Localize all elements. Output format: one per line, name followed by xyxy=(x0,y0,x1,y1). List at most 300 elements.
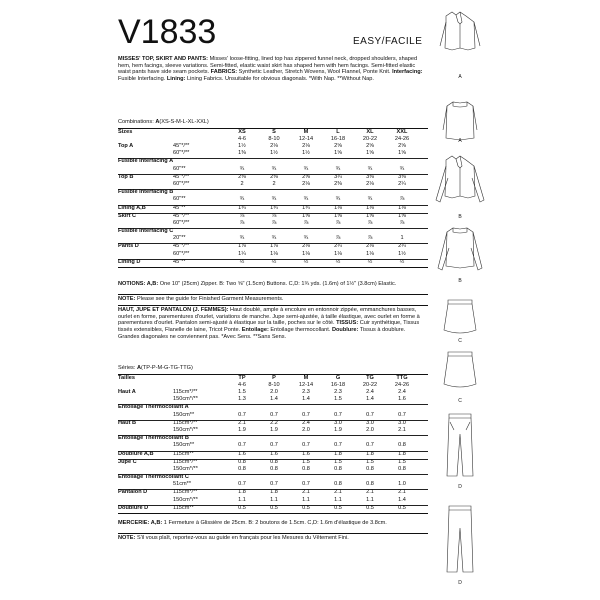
yardage-value: 2.0 xyxy=(366,426,374,433)
yardage-value: 3⅜ xyxy=(398,173,406,180)
yardage-value: 1¾ xyxy=(238,204,246,211)
french-note-text: S'il vous plaît, reportez-vous au guide en français pour les Mesures du Vêtement Fini. xyxy=(136,535,349,541)
english-combinations-sizes: (XS-S-M-L-XL-XXL) xyxy=(159,119,209,125)
yardage-value: 1.8 xyxy=(238,489,246,496)
french-lining-text: Tissus à doublure. Grandes diagonales ne conviennent pas. *Avec Sens. **Sans Sens. xyxy=(118,327,406,340)
table-row xyxy=(118,452,428,459)
french-fabrics-label: TISSUS: xyxy=(336,320,359,327)
yardage-value: ¾ xyxy=(335,165,341,172)
yardage-value: 1⅛ xyxy=(366,204,374,211)
yardage-value: 2.1 xyxy=(334,489,342,496)
yardage-value: 0.7 xyxy=(238,481,246,488)
yardage-value: 1⅝ xyxy=(366,212,374,219)
sketch-view-label: D xyxy=(458,580,462,586)
fabric-width: 115cm*/** xyxy=(173,419,198,426)
yardage-value: 1½ xyxy=(270,150,278,157)
english-lining-text: Lining Fabrics. Unsuitable for obvious diagonals. *With Nap. **Without Nap. xyxy=(187,76,374,83)
yardage-value: 0.5 xyxy=(366,504,374,511)
english-description-title: MISSES' TOP, SKIRT AND PANTS: xyxy=(118,56,209,62)
yardage-value: 0.7 xyxy=(270,442,278,449)
yardage-value: 1.1 xyxy=(302,496,310,503)
english-notions-label: NOTIONS: A,B: xyxy=(118,281,159,287)
english-note-label: NOTE: xyxy=(118,296,136,302)
yardage-value: 2.3 xyxy=(302,389,310,395)
french-description xyxy=(118,305,428,341)
yardage-value: 2.1 xyxy=(302,489,310,496)
yardage-value: 2¼ xyxy=(334,243,342,250)
fabric-width: 60"*/** xyxy=(173,150,190,157)
yardage-value: 0.5 xyxy=(302,504,310,511)
yardage-value: 2⅛ xyxy=(366,243,374,250)
french-note xyxy=(118,533,428,542)
yardage-value: ⅞ xyxy=(271,212,277,219)
yardage-value: 2.1 xyxy=(238,419,246,426)
yardage-value: 1¼ xyxy=(238,250,246,257)
fabric-width: 60"** xyxy=(173,196,186,203)
table-row xyxy=(118,260,428,267)
yardage-value: ⅞ xyxy=(367,219,373,226)
yardage-value: 0.7 xyxy=(302,411,310,418)
row-label: Top B xyxy=(118,173,134,180)
skirt-c-front-sketch xyxy=(444,300,476,333)
french-series-label: Séries: xyxy=(118,365,137,371)
yardage-value: 1.1 xyxy=(238,496,246,503)
yardage-value: 1.6 xyxy=(398,396,406,403)
yardage-value: 2 xyxy=(240,180,244,187)
english-fabrics-label: FABRICS: xyxy=(210,69,238,76)
yardage-value: 1½ xyxy=(238,143,246,149)
french-note-label: NOTE: xyxy=(118,535,136,541)
pants-d-front-sketch xyxy=(447,414,473,476)
english-size-range: 16-18 xyxy=(330,136,346,142)
row-label: Lining D xyxy=(118,258,141,265)
yardage-value: 1⅛ xyxy=(302,250,310,257)
french-series-code: A xyxy=(136,365,142,371)
french-notions xyxy=(118,520,428,527)
row-label: Lining A,B xyxy=(118,204,146,211)
yardage-value: 0.8 xyxy=(398,442,406,449)
yardage-value: 1.4 xyxy=(270,396,278,403)
table-row xyxy=(118,221,428,228)
sketch-view-label: C xyxy=(458,398,462,404)
yardage-value: 0.8 xyxy=(302,465,310,472)
row-label: Doublure D xyxy=(118,504,149,511)
table-row xyxy=(118,182,428,189)
table-row xyxy=(118,397,428,404)
yardage-value: 1⅝ xyxy=(334,212,342,219)
yardage-value: 2¼ xyxy=(398,243,406,250)
yardage-value: 1⅝ xyxy=(398,212,406,219)
yardage-value: 2⅝ xyxy=(302,173,310,180)
top-a-front-sketch xyxy=(440,12,480,50)
sketch-view-label: B xyxy=(458,214,462,220)
row-label: Jupe C xyxy=(118,458,137,465)
yardage-value: 0.7 xyxy=(302,442,310,449)
yardage-value: 1.5 xyxy=(238,389,246,395)
yardage-value: ¾ xyxy=(399,165,405,172)
english-combinations-line xyxy=(118,120,428,128)
yardage-value: ½ xyxy=(335,258,341,265)
english-size-code: XS xyxy=(238,129,246,135)
french-size-code: TTG xyxy=(396,375,408,381)
yardage-value: 1.8 xyxy=(270,489,278,496)
yardage-value: 2.0 xyxy=(302,426,310,433)
yardage-value: 1.4 xyxy=(398,496,406,503)
yardage-value: 2⅝ xyxy=(398,143,406,149)
english-interfacing-text: Fusible Interfacing. xyxy=(118,76,166,83)
french-series-line xyxy=(118,366,428,374)
top-b-front-sketch xyxy=(436,156,484,202)
difficulty-label: EASY/FACILE xyxy=(353,36,423,47)
fabric-width: 20"** xyxy=(173,235,186,242)
yardage-value: 0.7 xyxy=(238,442,246,449)
yardage-value: 2.4 xyxy=(302,419,310,426)
pattern-number: V1833 xyxy=(118,13,217,51)
sketch-view-label: C xyxy=(458,338,462,344)
yardage-value: ¾ xyxy=(271,165,277,172)
yardage-value: 2.4 xyxy=(398,389,406,395)
yardage-value: 1.8 xyxy=(398,450,406,457)
table-row xyxy=(118,236,428,243)
french-interfacing-text: Entoilage thermocollant. xyxy=(270,327,331,334)
yardage-value: ½ xyxy=(399,258,405,265)
yardage-value: 1.9 xyxy=(238,426,246,433)
fabric-width: 60"*/** xyxy=(173,250,190,257)
yardage-value: 1¾ xyxy=(270,204,278,211)
french-size-range: 16-18 xyxy=(330,382,346,388)
sketch-view-label: A xyxy=(458,138,462,144)
yardage-value: 3⅜ xyxy=(366,173,374,180)
yardage-value: 1⅝ xyxy=(366,150,374,157)
yardage-value: 0.7 xyxy=(302,481,310,488)
yardage-value: ⅞ xyxy=(271,219,277,226)
yardage-value: ¾ xyxy=(239,196,245,203)
yardage-value: 1.5 xyxy=(366,458,374,465)
yardage-value: 3.0 xyxy=(334,419,342,426)
table-row xyxy=(118,498,428,505)
row-label: Fusible Interfacing B xyxy=(118,189,174,196)
top-b-back-sketch xyxy=(438,228,482,270)
yardage-value: 1.1 xyxy=(334,496,342,503)
yardage-value: 1½ xyxy=(302,150,310,157)
yardage-value: ¾ xyxy=(367,196,373,203)
yardage-value: 1 xyxy=(400,235,404,242)
yardage-value: 2⅛ xyxy=(302,243,310,250)
yardage-value: 0.8 xyxy=(398,465,406,472)
english-notions xyxy=(118,281,428,288)
yardage-value: 0.5 xyxy=(398,504,406,511)
table-row xyxy=(118,482,428,489)
yardage-value: 0.7 xyxy=(238,411,246,418)
fabric-width: 45"*/** xyxy=(173,143,190,149)
yardage-value: 2.0 xyxy=(270,389,278,395)
yardage-value: 1⅜ xyxy=(238,150,246,157)
english-notions-text: One 10" (25cm) Zipper. B: Two ⅝" (1.5cm) Buttons. C,D: 1¾ yds. (1.6m) of 1½" (3.8cm) Elastic. xyxy=(159,281,397,287)
english-size-code: XXL xyxy=(396,129,408,135)
english-fabrics-text: Synthetic Leather, Stretch Wovens, Wool Flannel, Ponte Knit. xyxy=(238,69,391,76)
english-description xyxy=(118,56,428,83)
french-size-range: 8-10 xyxy=(268,382,280,388)
yardage-value: 1⅛ xyxy=(270,250,278,257)
row-label: Entoilage Thermocollant B xyxy=(118,435,189,442)
fabric-width: 45"*/** xyxy=(173,243,190,250)
row-label: Pants D xyxy=(118,243,139,250)
french-size-range: 24-26 xyxy=(394,382,410,388)
yardage-value: 1.8 xyxy=(334,450,342,457)
french-yardage-table xyxy=(118,366,428,514)
fabric-width: 150cm*/** xyxy=(173,426,198,433)
table-row xyxy=(118,413,428,420)
fabric-width: 60"** xyxy=(173,165,186,172)
yardage-value: ½ xyxy=(271,258,277,265)
yardage-value: 1½ xyxy=(398,250,406,257)
english-size-code: S xyxy=(272,129,276,135)
table-row xyxy=(118,197,428,204)
english-size-range: 12-14 xyxy=(298,136,314,142)
yardage-value: ½ xyxy=(367,258,373,265)
english-combinations-code: A xyxy=(155,119,160,125)
fabric-width: 45"** xyxy=(173,258,186,265)
yardage-value: ¾ xyxy=(239,235,245,242)
fabric-width: 51cm** xyxy=(173,481,192,488)
yardage-value: 3¼ xyxy=(334,173,342,180)
sketch-view-label: D xyxy=(458,484,462,490)
yardage-value: 1.6 xyxy=(238,450,246,457)
top-a-back-sketch xyxy=(443,102,477,140)
yardage-value: ¾ xyxy=(271,196,277,203)
row-label: Top A xyxy=(118,143,134,149)
fabric-width: 45"*/** xyxy=(173,173,190,180)
fabric-width: 115cm** xyxy=(173,504,194,511)
yardage-value: ½ xyxy=(239,258,245,265)
yardage-value: 1.0 xyxy=(398,481,406,488)
fabric-width: 60"*/** xyxy=(173,219,190,226)
english-size-range: 4-6 xyxy=(237,136,247,142)
yardage-value: 2⅛ xyxy=(302,180,310,187)
yardage-value: 2 xyxy=(272,180,276,187)
yardage-value: ⅞ xyxy=(399,196,405,203)
yardage-value: ⅞ xyxy=(239,219,245,226)
yardage-value: 0.8 xyxy=(334,481,342,488)
english-size-code: M xyxy=(303,129,309,135)
fabric-width: 150cm*/** xyxy=(173,496,198,503)
table-row xyxy=(118,506,428,513)
english-size-code: L xyxy=(336,129,340,135)
yardage-value: 1⅛ xyxy=(366,250,374,257)
yardage-value: 1⅞ xyxy=(238,243,246,250)
yardage-value: 1.4 xyxy=(366,396,374,403)
french-description-text: Haut doublé, ample à encolure en entonnoir zippée, emmanchures basses, ourlet en forme, parementures d'ourlet, variations de manche. Jupe semi-ajustée, à taille élastique, avec ourlet en forme à parementures d'ourlet. Pantalon semi-ajusté à élastique sur la taille, poches sur le côté. xyxy=(118,307,420,327)
fabric-width: 150cm** xyxy=(173,411,195,418)
english-size-code: XL xyxy=(366,129,374,135)
yardage-value: 0.8 xyxy=(334,465,342,472)
fabric-width: 115cm*/** xyxy=(173,489,198,496)
row-label: Haut B xyxy=(118,419,137,426)
table-row xyxy=(118,467,428,474)
french-description-title: HAUT, JUPE ET PANTALON (J. FEMMES): xyxy=(118,307,229,313)
yardage-value: 2⅜ xyxy=(238,173,246,180)
yardage-value: 0.8 xyxy=(238,458,246,465)
yardage-value: 1.6 xyxy=(270,450,278,457)
yardage-value: 3.0 xyxy=(398,419,406,426)
row-label: Fusible Interfacing C xyxy=(118,228,174,235)
yardage-value: 0.5 xyxy=(238,504,246,511)
french-size-code: G xyxy=(335,375,341,381)
yardage-value: ¾ xyxy=(271,235,277,242)
yardage-value: 2⅝ xyxy=(366,143,374,149)
yardage-value: ⅞ xyxy=(367,235,373,242)
yardage-value: 1⅝ xyxy=(398,150,406,157)
yardage-value: 0.8 xyxy=(270,458,278,465)
yardage-value: 2⅛ xyxy=(270,143,278,149)
yardage-value: ⅞ xyxy=(335,235,341,242)
yardage-value: 1⅛ xyxy=(334,250,342,257)
yardage-value: 2.1 xyxy=(398,426,406,433)
yardage-value: 1.5 xyxy=(398,458,406,465)
yardage-value: 1.1 xyxy=(366,496,374,503)
french-size-code: TP xyxy=(238,375,246,381)
french-lining-label: Doublure: xyxy=(331,327,359,334)
row-label: Entoilage Thermocollant A xyxy=(118,404,189,411)
yardage-value: 2⅜ xyxy=(270,173,278,180)
yardage-value: 1.8 xyxy=(366,450,374,457)
yardage-value: 1.9 xyxy=(334,426,342,433)
yardage-value: ⅞ xyxy=(239,212,245,219)
yardage-value: 0.8 xyxy=(238,465,246,472)
skirt-c-back-sketch xyxy=(444,352,476,387)
yardage-value: 1⅝ xyxy=(334,150,342,157)
french-notions-text: 1 Fermeture à Glissière de 25cm. B: 2 boutons de 1.5cm. C,D: 1.6m d'élastique de 3.8cm. xyxy=(163,520,387,526)
row-label: Fusible Interfacing A xyxy=(118,158,174,165)
yardage-value: 1.9 xyxy=(270,426,278,433)
yardage-value: ¾ xyxy=(303,165,309,172)
french-fabrics-text: Cuir synthétique, Tissus tissés extensibles, Flanelle de laine, Tricot Ponte. xyxy=(118,320,420,334)
french-size-code: M xyxy=(303,375,309,381)
fabric-width: 115cm** xyxy=(173,450,194,457)
yardage-value: 2¼ xyxy=(398,180,406,187)
yardage-value: 3.0 xyxy=(366,419,374,426)
yardage-value: 0.8 xyxy=(366,481,374,488)
yardage-value: 1.1 xyxy=(270,496,278,503)
yardage-value: 1⅞ xyxy=(270,243,278,250)
fabric-width: 45"*/** xyxy=(173,212,190,219)
french-size-range: 4-6 xyxy=(237,382,247,388)
fabric-width: 45"** xyxy=(173,204,186,211)
french-size-range: 20-22 xyxy=(362,382,378,388)
table-row xyxy=(118,443,428,450)
yardage-value: ¾ xyxy=(303,196,309,203)
yardage-value: 1.3 xyxy=(238,396,246,403)
french-sizes-label: Tailles xyxy=(118,375,135,381)
table-row xyxy=(118,206,428,213)
english-interfacing-label: Interfacing: xyxy=(392,69,423,76)
table-row xyxy=(118,252,428,259)
yardage-value: 2.4 xyxy=(366,389,374,395)
row-label: Haut A xyxy=(118,389,136,395)
yardage-value: 2⅝ xyxy=(334,143,342,149)
yardage-value: 1⅛ xyxy=(398,204,406,211)
yardage-value: 0.7 xyxy=(366,442,374,449)
yardage-value: 0.5 xyxy=(334,504,342,511)
yardage-value: 0.5 xyxy=(270,504,278,511)
english-sizes-label: Sizes xyxy=(118,129,133,135)
french-size-code: P xyxy=(272,375,276,381)
yardage-value: 2.3 xyxy=(334,389,342,395)
french-series-sizes: (TP-P-M-G-TG-TTG) xyxy=(141,365,193,371)
yardage-value: 1.5 xyxy=(334,396,342,403)
english-lining-label: Lining: xyxy=(166,76,186,83)
yardage-value: 0.7 xyxy=(270,481,278,488)
yardage-value: ½ xyxy=(303,258,309,265)
english-note-text: Please see the guide for Finished Garment Measurements. xyxy=(136,296,284,302)
table-row xyxy=(118,167,428,174)
yardage-value: ⅞ xyxy=(335,219,341,226)
fabric-width: 115cm*/** xyxy=(173,458,198,465)
table-row xyxy=(118,428,428,435)
yardage-value: 2⅛ xyxy=(366,180,374,187)
yardage-value: 2⅜ xyxy=(334,180,342,187)
yardage-value: 1.5 xyxy=(334,458,342,465)
fabric-width: 150cm*/** xyxy=(173,465,198,472)
yardage-value: ¾ xyxy=(367,165,373,172)
pants-d-back-sketch xyxy=(447,506,473,572)
yardage-value: 1⅝ xyxy=(302,212,310,219)
english-yardage-table xyxy=(118,120,428,268)
french-notions-label: MERCERIE: A,B: xyxy=(118,520,163,526)
yardage-value: 2.1 xyxy=(398,489,406,496)
row-label: Skirt C xyxy=(118,212,137,219)
english-note xyxy=(118,294,428,303)
english-size-range: 20-22 xyxy=(362,136,378,142)
yardage-value: 0.7 xyxy=(270,411,278,418)
fabric-width: 150cm** xyxy=(173,442,195,449)
yardage-value: 1.5 xyxy=(302,458,310,465)
yardage-value: 1⅛ xyxy=(334,204,342,211)
english-combinations-label: Combinations: xyxy=(118,119,156,125)
table-row xyxy=(118,151,428,158)
yardage-value: 0.7 xyxy=(366,411,374,418)
row-label: Pantalon D xyxy=(118,489,148,496)
english-size-range: 24-26 xyxy=(394,136,410,142)
yardage-value: 0.7 xyxy=(334,411,342,418)
fabric-width: 150cm*/** xyxy=(173,396,198,403)
yardage-value: ⅞ xyxy=(399,219,405,226)
yardage-value: 0.8 xyxy=(270,465,278,472)
french-size-code: TG xyxy=(366,375,374,381)
yardage-value: 0.7 xyxy=(334,442,342,449)
row-label: Doublure A,B xyxy=(118,450,154,457)
yardage-value: 1¾ xyxy=(302,204,310,211)
french-size-range: 12-14 xyxy=(298,382,314,388)
english-size-range: 8-10 xyxy=(268,136,280,142)
fabric-width: 115cm*/** xyxy=(173,389,198,395)
english-description-text: Misses' loose-fitting, lined top has zippered funnel neck, dropped shoulders, shaped hem, hem facings, sleeve variations. Semi-fitted, elastic waist skirt has shaped hem with hem facings. Semi-fitted elastic waist pants have side seam pockets. xyxy=(118,56,418,76)
yardage-value: 0.7 xyxy=(398,411,406,418)
yardage-value: 2.2 xyxy=(270,419,278,426)
yardage-value: 0.8 xyxy=(366,465,374,472)
sketch-view-label: B xyxy=(458,278,462,284)
yardage-value: 2.1 xyxy=(366,489,374,496)
yardage-value: ¾ xyxy=(239,165,245,172)
yardage-value: 1.6 xyxy=(302,450,310,457)
yardage-value: ¾ xyxy=(335,196,341,203)
yardage-value: 2⅛ xyxy=(302,143,310,149)
garment-sketches xyxy=(430,0,490,600)
fabric-width: 60"*/** xyxy=(173,180,190,187)
french-interfacing-label: Entoilage: xyxy=(241,327,269,334)
row-label: Entoilage Thermocollant C xyxy=(118,474,189,481)
yardage-value: ⅞ xyxy=(303,219,309,226)
